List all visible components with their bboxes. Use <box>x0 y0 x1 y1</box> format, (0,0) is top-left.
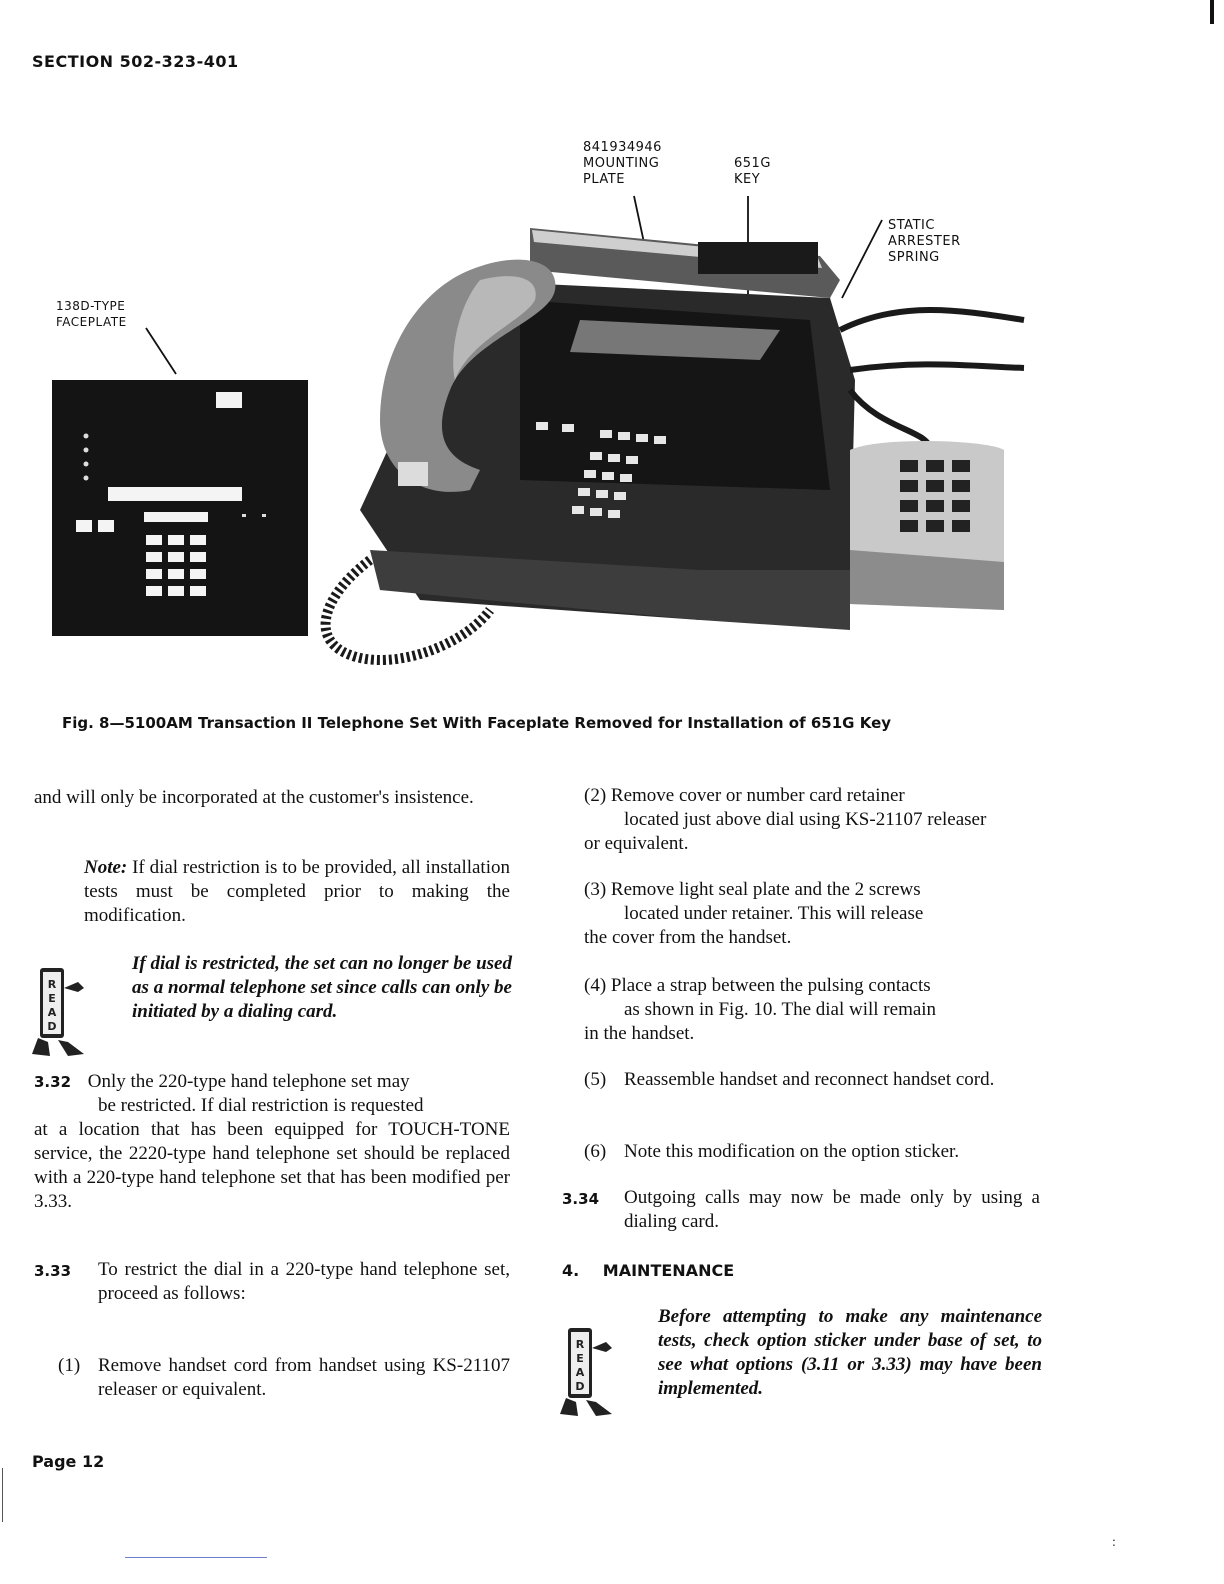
scan-marks: : <box>1112 1535 1116 1550</box>
step-text: located just above dial using KS-21107 releaser <box>624 809 987 830</box>
svg-text:D: D <box>47 1020 57 1033</box>
telephone-set-illustration <box>0 130 1224 690</box>
line-cords <box>840 310 1024 450</box>
note-text: If dial restriction is to be provided, all installation tests must be completed prior to making the modification. <box>84 857 510 926</box>
faceplate-illustration <box>52 380 308 636</box>
step-text: Place a strap between the pulsing contacts <box>610 975 931 996</box>
read-caution-icon <box>556 1318 632 1422</box>
figure-caption: Fig. 8—5100AM Transaction II Telephone Set With Faceplate Removed for Installation of 651G Key <box>62 714 892 732</box>
svg-text:E: E <box>48 992 56 1005</box>
paragraph-3-33 <box>34 1258 510 1306</box>
step-number: (1) <box>58 1355 81 1376</box>
corner-registration-mark <box>1210 0 1214 24</box>
step-number: (5) <box>584 1069 607 1090</box>
step-1 <box>58 1354 510 1402</box>
paragraph-3-32 <box>34 1070 510 1214</box>
step-3 <box>584 878 1040 950</box>
callout-651g-key: 651G KEY <box>734 156 771 187</box>
dial-restriction-warning: If dial is restricted, the set can no longer be used as a normal telephone set since calls can only be initiated by a dialing card. <box>132 953 512 1022</box>
step-text: located under retainer. This will release <box>624 903 924 924</box>
step-text: Remove light seal plate and the 2 screws <box>610 879 921 900</box>
paragraph-number: 3.34 <box>562 1190 600 1208</box>
section-header: SECTION 502-323-401 <box>32 52 239 71</box>
step-number: (4) <box>584 975 607 996</box>
read-caution-icon <box>28 958 104 1062</box>
step-text: Note this modification on the option sticker. <box>624 1141 960 1162</box>
maintenance-warning: Before attempting to make any maintenance tests, check option sticker under base of set, to see what options (3.11 or 3.33) may have been implemented. <box>658 1306 1042 1399</box>
step-text: as shown in Fig. 10. The dial will remain <box>624 999 937 1020</box>
section-number: 4. <box>562 1261 580 1280</box>
section-title: MAINTENANCE <box>602 1261 735 1280</box>
page-number: Page 12 <box>32 1452 105 1471</box>
step-text: the cover from the handset. <box>584 927 792 948</box>
svg-text:D: D <box>575 1380 585 1393</box>
step-text: Remove handset cord from handset using KS-21107 releaser or equivalent. <box>98 1355 510 1400</box>
step-text: Reassemble handset and reconnect handset cord. <box>624 1069 995 1090</box>
svg-text:R: R <box>47 978 57 991</box>
paragraph-text: be restricted. If dial restriction is requested <box>98 1095 424 1116</box>
scan-edge-line <box>2 1468 3 1522</box>
step-text: Remove cover or number card retainer <box>610 785 905 806</box>
paragraph-text: at a location that has been equipped for TOUCH-TONE service, the 2220-type hand telephone set should be replaced with a 220-type hand telephone set that has been modified per 3.33. <box>34 1119 510 1212</box>
callout-faceplate: 138D-TYPE FACEPLATE <box>56 299 127 329</box>
paragraph-text: To restrict the dial in a 220-type hand telephone set, proceed as follows: <box>98 1259 510 1304</box>
svg-text:A: A <box>575 1366 585 1379</box>
svg-text:R: R <box>575 1338 585 1351</box>
step-6 <box>584 1140 1040 1164</box>
section-4-heading <box>562 1261 734 1280</box>
svg-text:E: E <box>576 1352 584 1365</box>
touch-tone-dial-illustration <box>850 441 1004 610</box>
step-number: (6) <box>584 1141 607 1162</box>
footer-rule <box>125 1557 267 1558</box>
step-text: or equivalent. <box>584 833 689 854</box>
paragraph-text: Only the 220-type hand telephone set may <box>87 1071 410 1092</box>
paragraph-3-34 <box>562 1186 1040 1234</box>
svg-text:A: A <box>47 1006 57 1019</box>
intro-paragraph: and will only be incorporated at the customer's insistence. <box>34 787 474 808</box>
step-4 <box>584 974 1040 1046</box>
paragraph-number: 3.32 <box>34 1073 72 1091</box>
callout-mounting-plate: 841934946 MOUNTING PLATE <box>583 140 662 187</box>
figure-8 <box>0 130 1224 690</box>
step-5 <box>584 1068 1040 1092</box>
step-number: (2) <box>584 785 607 806</box>
step-text: in the handset. <box>584 1023 695 1044</box>
step-2 <box>584 784 1040 856</box>
step-number: (3) <box>584 879 607 900</box>
paragraph-number: 3.33 <box>34 1262 72 1280</box>
note-paragraph <box>84 856 510 928</box>
paragraph-text: Outgoing calls may now be made only by using a dialing card. <box>624 1187 1040 1232</box>
callout-static-arrester-spring: STATIC ARRESTER SPRING <box>888 218 961 265</box>
note-label: Note: <box>84 857 128 878</box>
